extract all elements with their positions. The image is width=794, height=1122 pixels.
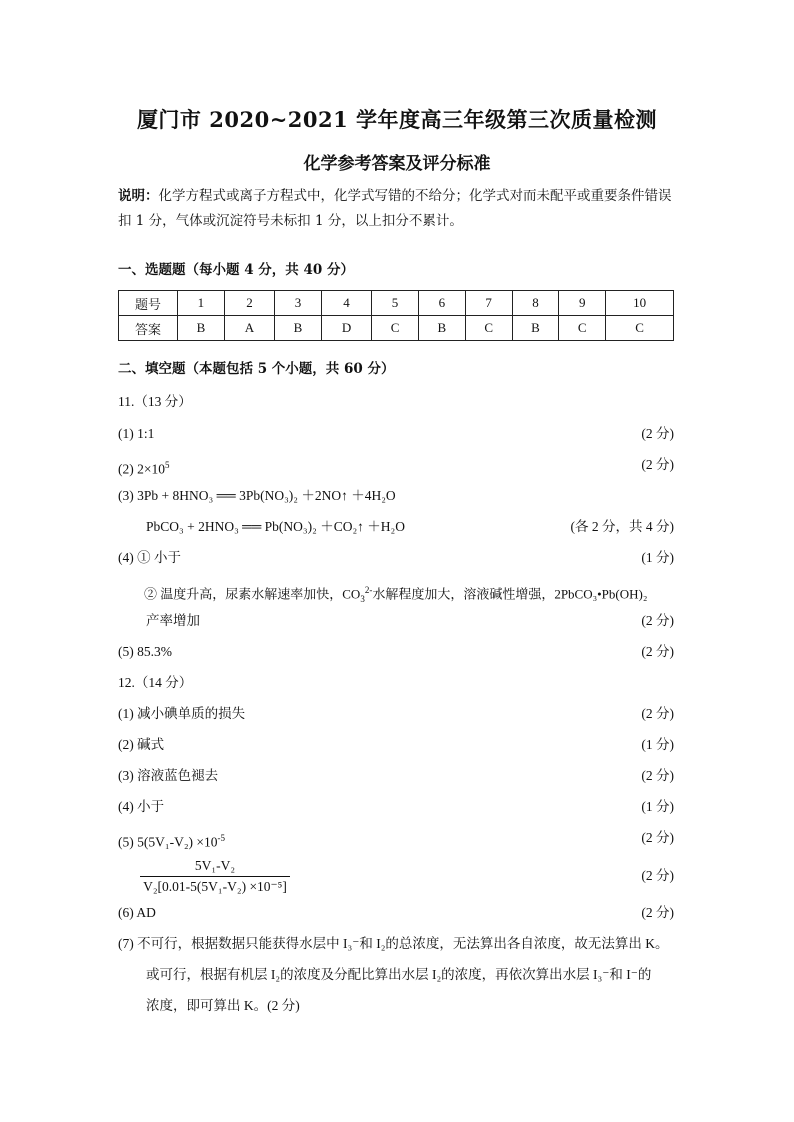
q12-p6-row	[118, 903, 674, 923]
q11-p3a-row	[118, 486, 674, 506]
q12-p5a-sup: -5	[217, 833, 226, 843]
q12-p5a-row	[118, 828, 674, 848]
q12-p2-score: (1 分)	[641, 737, 674, 752]
table-cell: 3	[275, 291, 322, 316]
q11-p4b-row	[118, 580, 674, 604]
q11-p3b-score: (各 2 分，共 4 分)	[570, 519, 674, 534]
row-header: 题号	[119, 291, 178, 316]
row-header: 答案	[119, 316, 178, 341]
q11-p2-score: (2 分)	[641, 457, 674, 472]
q11-header-row	[118, 392, 674, 412]
table-cell: C	[606, 316, 674, 341]
q12-p3-row	[118, 766, 674, 786]
q12-p3-score: (2 分)	[641, 768, 674, 783]
section1-title: 一、选题题（每小题 4 分，共 40 分）	[118, 262, 354, 278]
q12-p7-line2: 或可行，根据有机层 I₂的浓度及分配比算出水层 I₂的浓度，再依次算出水层 I₃⁻和 I⁻的	[146, 967, 652, 982]
q11-p4b-expr	[144, 580, 647, 609]
q11-p2-expr	[118, 455, 169, 480]
table-row-answers	[119, 316, 674, 341]
q12-p2-text: (2) 碱式	[118, 737, 165, 752]
q11-p5-row	[118, 642, 674, 662]
q12-p7-line3: 浓度，即可算出 K。(2 分)	[146, 998, 300, 1013]
q11-p2-text: (2) 2×10	[118, 461, 165, 477]
table-cell: 2	[224, 291, 274, 316]
q11-header: 11.（13 分）	[118, 394, 192, 409]
q11-p3a-text: (3) 3Pb + 8HNO₃ ══ 3Pb(NO₃)₂ ＋2NO↑ ＋4H₂O	[118, 488, 396, 503]
table-cell: 7	[465, 291, 512, 316]
table-cell: 9	[559, 291, 606, 316]
table-cell: D	[321, 316, 371, 341]
q11-p1-row	[118, 424, 674, 444]
q12-p4-score: (1 分)	[641, 799, 674, 814]
q12-p4-row	[118, 797, 674, 817]
q12-p4-text: (4) 小于	[118, 799, 165, 814]
table-cell: B	[418, 316, 465, 341]
q11-p4b-sub: 3	[360, 593, 365, 604]
q11-p4a-row	[118, 548, 674, 568]
q11-p4a-score: (1 分)	[641, 550, 674, 565]
q12-p1-score: (2 分)	[641, 706, 674, 721]
q12-p5a-text: (5) 5(5V₁-V₂) ×10	[118, 834, 218, 850]
table-cell: B	[512, 316, 559, 341]
table-cell: 5	[372, 291, 419, 316]
q12-p1-row	[118, 704, 674, 724]
q11-p4b-text-b: 水解程度加大，溶液碱性增强，2PbCO₃•Pb(OH)₂	[372, 586, 648, 602]
q11-p5-score: (2 分)	[641, 644, 674, 659]
q12-p2-row	[118, 735, 674, 755]
q11-p2-row	[118, 455, 674, 475]
q12-p5b-score: (2 分)	[641, 868, 674, 883]
page-title: 厦门市 2020~2021 学年度高三年级第三次质量检测	[136, 107, 658, 132]
q12-p3-text: (3) 溶液蓝色褪去	[118, 768, 219, 783]
q12-header: 12.（14 分）	[118, 675, 193, 690]
q12-p5b-row	[118, 866, 674, 886]
q11-p4b-text-a: ② 温度升高，尿素水解速率加快，CO	[144, 586, 361, 602]
answer-table	[118, 290, 674, 341]
q11-p3b-row	[118, 517, 674, 537]
q12-p1-text: (1) 减小碘单质的损失	[118, 706, 246, 721]
q11-p4c-text: 产率增加	[146, 613, 200, 628]
table-cell: A	[224, 316, 274, 341]
q11-p4c-row	[118, 611, 674, 631]
table-row-numbers	[119, 291, 674, 316]
table-cell: 1	[178, 291, 225, 316]
table-cell: B	[275, 316, 322, 341]
q12-p6-text: (6) AD	[118, 905, 156, 920]
grading-note	[118, 184, 676, 234]
q11-p4c-score: (2 分)	[641, 613, 674, 628]
fraction-denominator: V₂[0.01-5(5V₁-V₂) ×10⁻⁵]	[143, 879, 287, 894]
note-label: 说明：	[118, 188, 159, 204]
table-cell: B	[178, 316, 225, 341]
page-subtitle: 化学参考答案及评分标准	[303, 154, 491, 174]
table-cell: 6	[418, 291, 465, 316]
q11-p4a-text: (4) ① 小于	[118, 550, 181, 565]
table-cell: 8	[512, 291, 559, 316]
q11-p1-score: (2 分)	[641, 426, 674, 441]
q12-p5a-expr	[118, 828, 225, 853]
section2-title: 二、填空题（本题包括 5 个小题，共 60 分）	[118, 361, 395, 377]
q11-p4b-sup: 2-	[364, 585, 373, 595]
note-text: 化学方程式或离子方程式中，化学式写错的不给分；化学式对而未配平或重要条件错误扣 1 分，气体或沉淀符号未标扣 1 分，以上扣分不累计。	[118, 188, 672, 229]
q11-p2-sup: 5	[164, 460, 170, 470]
q11-p5-text: (5) 85.3%	[118, 644, 172, 659]
table-cell: C	[372, 316, 419, 341]
q12-p7-line1: (7) 不可行，根据数据只能获得水层中 I₃⁻和 I₂的总浓度，无法算出各自浓度，故无法算出 K。	[118, 936, 669, 951]
q12-p6-score: (2 分)	[641, 905, 674, 920]
table-cell: 4	[321, 291, 371, 316]
table-cell: C	[465, 316, 512, 341]
q12-header-row	[118, 673, 674, 693]
fraction-numerator: 5V₁-V₂	[194, 858, 236, 873]
q12-p5a-score: (2 分)	[641, 830, 674, 845]
table-cell: 10	[606, 291, 674, 316]
table-cell: C	[559, 316, 606, 341]
q11-p3b-text: PbCO₃ + 2HNO₃ ══ Pb(NO₃)₂ ＋CO₂↑ ＋H₂O	[146, 519, 405, 534]
q11-p1-text: (1) 1:1	[118, 426, 155, 441]
